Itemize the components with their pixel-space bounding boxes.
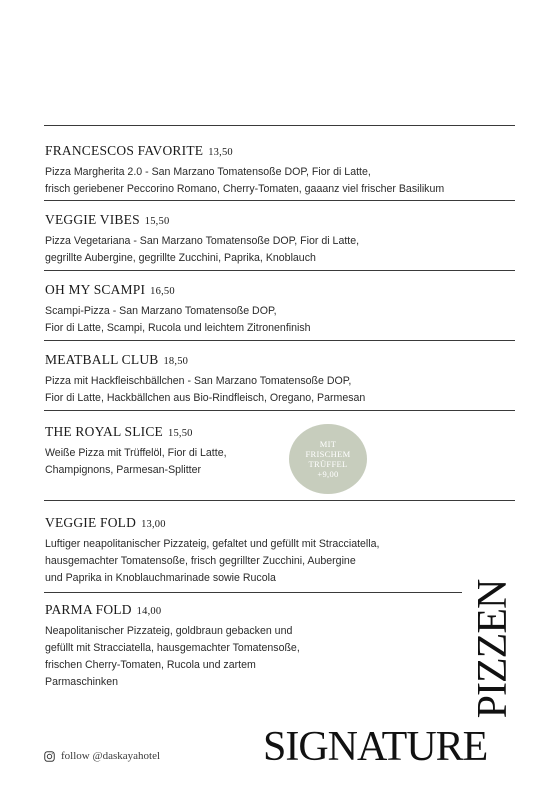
menu-item-description: Weiße Pizza mit Trüffelöl, Fior di Latte, Champignons, Parmesan-Splitter (45, 447, 227, 476)
menu-item-price: 13,00 (141, 519, 166, 530)
truffle-addon-badge (289, 424, 367, 494)
divider-line (44, 340, 515, 341)
instagram-icon (44, 751, 55, 762)
menu-item-price: 14,00 (136, 606, 162, 617)
divider-line (44, 125, 515, 126)
badge-line: MIT (319, 439, 337, 449)
menu-item (45, 282, 311, 337)
menu-item-price: 13,50 (208, 147, 233, 158)
divider-line (44, 270, 515, 271)
divider-line (44, 200, 515, 201)
page-title: SIGNATURE (263, 724, 488, 770)
menu-item (45, 212, 359, 267)
menu-item (45, 515, 379, 587)
menu-item-name: THE ROYAL SLICE (45, 424, 163, 439)
menu-item-description: Neapolitanischer Pizzateig, goldbraun gebacken und gefüllt mit Stracciatella, hausgemachter Tomatensoße, frischen Cherry-Tomaten, Rucola und zartem Parmaschinken (45, 625, 300, 688)
menu-item-price: 15,50 (168, 428, 193, 439)
menu-item-name: FRANCESCOS FAVORITE (45, 143, 204, 158)
menu-item-price: 16,50 (150, 286, 175, 297)
badge-line: FRISCHEM (305, 449, 351, 459)
menu-item-description: Pizza Margherita 2.0 - San Marzano Tomatensoße DOP, Fior di Latte, frisch geriebener Peccorino Romano, Cherry-Tomaten, gaaanz viel frischer Basilikum (45, 166, 445, 195)
divider-line (44, 410, 515, 411)
menu-item-price: 18,50 (163, 356, 189, 367)
page-subtitle-text: PIZZEN (470, 579, 516, 719)
menu-item-description: Luftiger neapolitanischer Pizzateig, gefaltet und gefüllt mit Stracciatella, hausgemachter Tomatensoße, frisch gegrillter Zucchini, Aubergine und Paprika in Knoblauchmarinade sowie Rucola (45, 538, 380, 584)
menu-item (45, 143, 444, 198)
divider-line (44, 500, 515, 501)
menu-item-name: OH MY SCAMPI (45, 282, 146, 297)
divider-line (44, 592, 462, 593)
menu-item-description: Pizza Vegetariana - San Marzano Tomatensoße DOP, Fior di Latte, gegrillte Aubergine, gegrillte Zucchini, Paprika, Knoblauch (45, 235, 360, 264)
menu-item-name: VEGGIE VIBES (45, 212, 140, 227)
social-footer (44, 750, 160, 762)
menu-item-description: Scampi-Pizza - San Marzano Tomatensoße DOP, Fior di Latte, Scampi, Rucola und leichtem Zitronenfinish (45, 305, 311, 334)
menu-item (45, 602, 300, 691)
menu-item-price: 15,50 (144, 216, 170, 227)
badge-price: +9,00 (317, 469, 339, 479)
instagram-handle[interactable]: follow @daskayahotel (61, 750, 161, 762)
menu-item-name: VEGGIE FOLD (45, 515, 137, 530)
page-subtitle-vertical (470, 574, 516, 724)
menu-item (45, 352, 365, 407)
menu-item-name: MEATBALL CLUB (45, 352, 159, 367)
badge-line: TRÜFFEL (308, 459, 348, 469)
menu-item (45, 424, 227, 479)
menu-item-description: Pizza mit Hackfleischbällchen - San Marzano Tomatensoße DOP, Fior di Latte, Hackbällchen aus Bio-Rindfleisch, Oregano, Parmesan (45, 375, 366, 404)
menu-item-name: PARMA FOLD (45, 602, 132, 617)
